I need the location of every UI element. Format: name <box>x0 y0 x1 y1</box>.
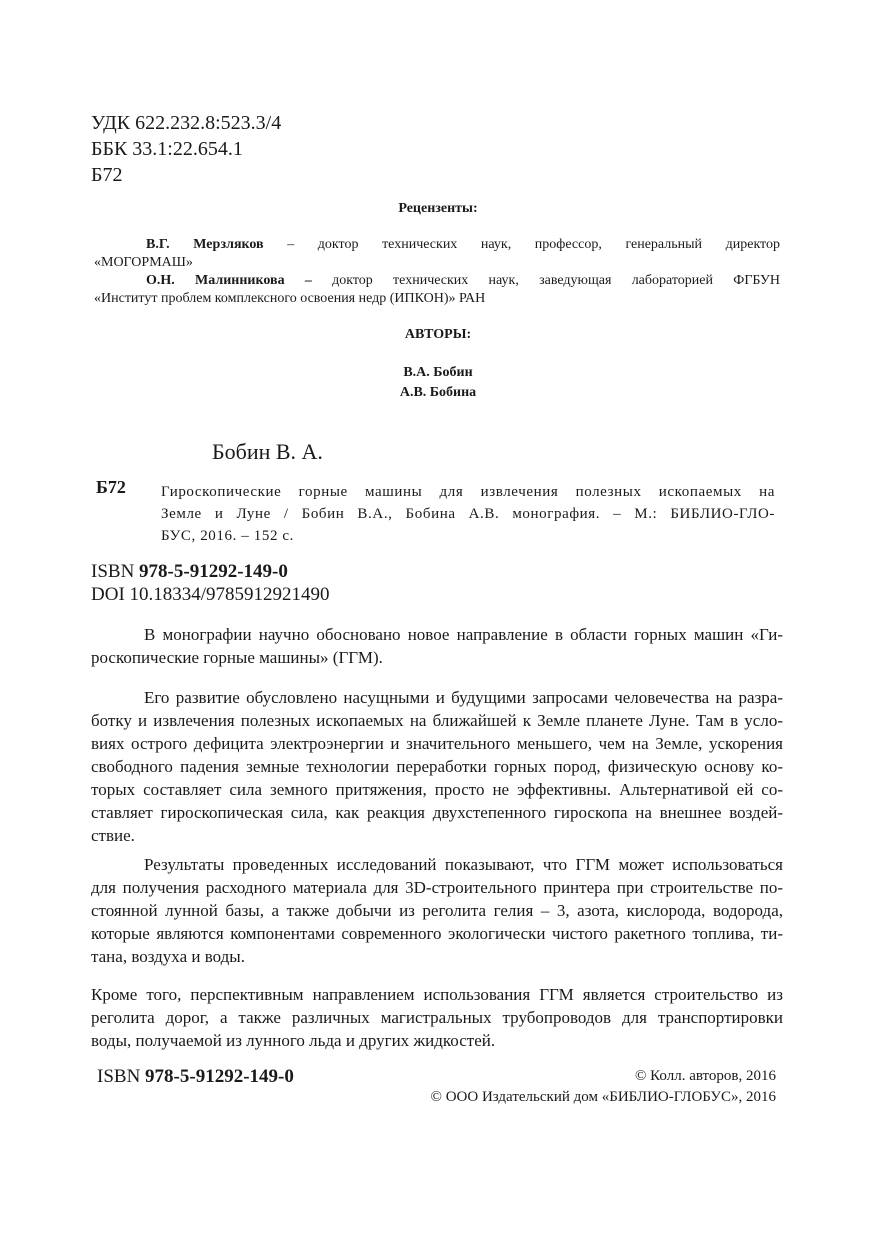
reviewer-1-name: В.Г. Мерзляков <box>146 237 264 252</box>
udk-code: УДК 622.232.8:523.3/4 <box>91 112 282 134</box>
reviewer-2-line1 <box>94 272 780 290</box>
reviewer-1 <box>94 236 780 272</box>
footer-isbn <box>97 1066 294 1088</box>
reviewer-2-name: О.Н. Малинникова – <box>146 273 312 288</box>
doi-line: DOI 10.18334/9785912921490 <box>91 584 330 605</box>
text-line: для получения расходного материала для 3D-строительного принтера при строительстве по- <box>91 878 783 897</box>
reviewer-2-desc: доктор технических наук, заведующая лабораторией ФГБУН <box>311 273 780 288</box>
abstract-paragraph-3 <box>91 853 783 968</box>
text-line: ставляет гироскопическая сила, как реакция двухстепенного гироскопа на внешнее воздей- <box>91 803 783 822</box>
abstract-paragraph-4 <box>91 983 783 1052</box>
isbn-label: ISBN <box>91 561 140 582</box>
copyright-block <box>380 1066 776 1108</box>
abstract-paragraph-1 <box>91 623 783 669</box>
classification-codes <box>91 110 281 188</box>
bibliographic-code: Б72 <box>96 477 126 497</box>
author-name: А.В. Бобина <box>399 385 477 400</box>
footer-isbn-label: ISBN <box>97 1066 146 1087</box>
text-line: стоянной лунной базы, а также добычи из реголита гелия – 3, азота, кислорода, водорода, <box>91 901 783 920</box>
reviewer-1-line1 <box>94 236 780 254</box>
text-line: реголита дорог, а также различных магистральных трубопроводов для транспортировки <box>91 1008 783 1027</box>
text-line: виях острого дефицита электроэнергии и значительного меньшего, чем на Земле, ускорения <box>91 734 783 753</box>
text-line: воды, получаемой из лунного льда и других жидкостей. <box>91 1031 496 1050</box>
copyright-publisher: © ООО Издательский дом «БИБЛИО-ГЛОБУС», 2016 <box>430 1089 776 1105</box>
bbk-code: ББК 33.1:22.654.1 <box>91 138 243 160</box>
text-line: тана, воздуха и воды. <box>91 947 245 966</box>
reviewer-2 <box>94 272 780 308</box>
text-line: Результаты проведенных исследований показывают, что ГГМ может использоваться <box>144 855 783 874</box>
reviewer-1-line2: «МОГОРМАШ» <box>94 255 193 270</box>
text-line: ботку и извлечения полезных ископаемых на ближайшей к Земле планете Луне. Там в усло- <box>91 711 783 730</box>
bib-line: БУС, 2016. – 152 с. <box>161 528 295 544</box>
text-line: Его развитие обусловлено насущными и будущими запросами человечества на разра- <box>144 688 783 707</box>
main-author-heading: Бобин В. А. <box>212 439 323 464</box>
text-line: которые являются компонентами современного экологически чистого ракетного топлива, ти- <box>91 924 783 943</box>
bib-line: Земле и Луне / Бобин В.А., Бобина А.В. монография. – М.: БИБЛИО-ГЛО- <box>161 506 775 522</box>
reviewers-title: Рецензенты: <box>398 201 478 216</box>
text-line: торых составляет сила земного притяжения, просто не эффективны. Альтернативой ей со- <box>91 780 783 799</box>
abstract-paragraph-2 <box>91 686 783 847</box>
identifiers <box>91 560 330 606</box>
isbn-number: 978-5-91292-149-0 <box>139 561 288 582</box>
authors-title: АВТОРЫ: <box>404 327 472 342</box>
author-name: В.А. Бобин <box>403 365 473 380</box>
author-mark: Б72 <box>91 164 123 186</box>
bib-line: Гироскопические горные машины для извлечения полезных ископаемых на <box>161 484 775 500</box>
footer-isbn-number: 978-5-91292-149-0 <box>145 1066 294 1087</box>
reviewer-1-desc: – доктор технических наук, профессор, генеральный директор <box>263 237 780 252</box>
text-line: свободного падения земные технологии переработки горных пород, физическую основу ко- <box>91 757 783 776</box>
text-line: ствие. <box>91 826 135 845</box>
isbn-line <box>91 560 330 583</box>
text-line: Кроме того, перспективным направлением использования ГГМ является строительство из <box>91 985 783 1004</box>
reviewer-2-line2: «Институт проблем комплексного освоения недр (ИПКОН)» РАН <box>94 291 486 306</box>
text-line: роскопические горные машины» (ГГМ). <box>91 648 383 667</box>
copyright-authors: © Колл. авторов, 2016 <box>635 1068 776 1084</box>
bibliographic-description <box>161 481 775 547</box>
text-line: В монографии научно обосновано новое направление в области горных машин «Ги- <box>144 625 783 644</box>
